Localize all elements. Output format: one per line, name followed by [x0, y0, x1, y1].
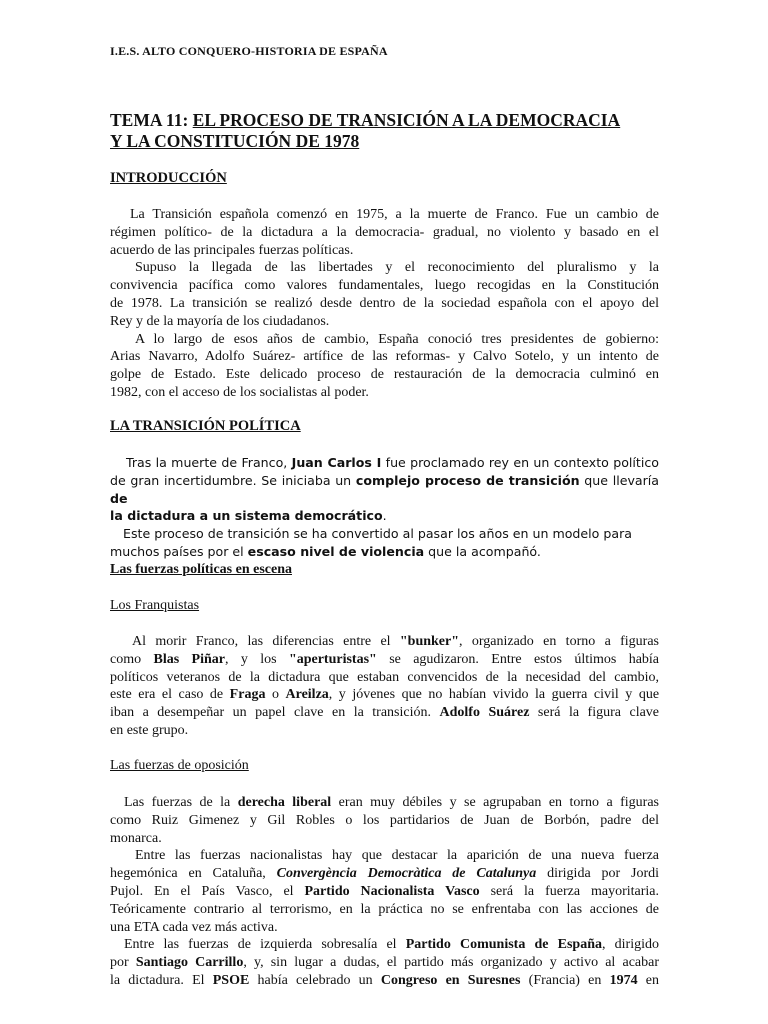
key-term: "bunker"	[399, 634, 460, 649]
intro-paragraph	[110, 206, 659, 402]
text-line: una ETA cada vez más activa.	[110, 919, 278, 935]
key-term: Congreso en Suresnes	[380, 972, 521, 988]
oposicion-heading: Las fuerzas de oposición	[110, 758, 249, 773]
text-line: Entre las fuerzas nacionalistas hay que destacar la aparición de una nueva fuerza	[135, 848, 659, 864]
text-line: Rey y de la mayoría de los ciudadanos.	[110, 313, 330, 329]
page-header: I.E.S. ALTO CONQUERO-HISTORIA DE ESPAÑA	[110, 44, 388, 58]
text-line: como Blas Piñar, y los "aperturistas" se agudizaron. Entre estos últimos había	[110, 651, 660, 667]
key-term: complejo proceso de transición	[355, 472, 580, 488]
key-term: 1974	[609, 972, 638, 988]
text-line: La Transición española comenzó en 1975, a la muerte de Franco. Fue un cambio de	[130, 207, 659, 222]
text-line: Este proceso de transición se ha convertido al pasar los años en un modelo para	[123, 526, 632, 542]
text-line: 1982, con el acceso de los socialistas al poder.	[110, 384, 369, 400]
text-line: Supuso la llegada de las libertades y el reconocimiento del pluralismo y la	[135, 260, 659, 276]
key-term: Adolfo Suárez	[439, 705, 530, 721]
key-term: la dictadura a un sistema democrático	[110, 508, 383, 524]
oposicion-paragraph	[110, 794, 659, 990]
title-prefix: TEMA 11:	[110, 110, 189, 130]
text-line: de 1978. La transición se realizó desde dentro de la sociedad española con el apoyo del	[110, 295, 659, 311]
title-line-2: Y LA CONSTITUCIÓN DE 1978	[110, 131, 360, 151]
key-term: Partido Nacionalista Vasco	[304, 883, 480, 899]
text-line: muchos países por el escaso nivel de violencia que la acompañó.	[110, 543, 541, 559]
text-line: este era el caso de Fraga o Areilza, y jóvenes que no habían vivido la guerra civil y que	[110, 687, 660, 703]
text-line: iban a desempeñar un papel clave en la transición. Adolfo Suárez será la figura clave	[110, 705, 660, 721]
text-line: como Ruiz Gimenez y Gil Robles o los partidarios de Juan de Borbón, padre del	[110, 812, 659, 828]
text-line: golpe de Estado. Este delicado proceso de restauración de la democracia culminó en	[110, 367, 659, 383]
key-term: Fraga	[229, 687, 266, 703]
text-line: Entre las fuerzas de izquierda sobresalía el Partido Comunista de España, dirigido	[124, 937, 659, 953]
text-line: Las fuerzas de la derecha liberal eran muy débiles y se agrupaban en torno a figuras	[124, 795, 659, 810]
text-line: la dictadura. El PSOE había celebrado un Congreso en Suresnes (Francia) en 1974 en	[110, 972, 660, 988]
text-line: A lo largo de esos años de cambio, España conoció tres presidentes de gobierno:	[135, 331, 659, 347]
transicion-heading: LA TRANSICIÓN POLÍTICA	[110, 418, 301, 434]
key-term: Blas Piñar	[153, 651, 225, 667]
text-line: por Santiago Carrillo, y, sin lugar a dudas, el partido más organizado y activo al acabar	[110, 955, 659, 971]
intro-heading: INTRODUCCIÓN	[110, 170, 227, 186]
key-term: escaso nivel de violencia	[247, 543, 425, 559]
key-term: Juan Carlos I	[291, 455, 382, 470]
text-line: Pujol. En el País Vasco, el Partido Nacionalista Vasco será la fuerza mayoritaria.	[110, 883, 660, 899]
text-line: de gran incertidumbre. Se iniciaba un complejo proceso de transición que llevaría de	[110, 472, 660, 506]
title-main-1: EL PROCESO DE TRANSICIÓN A LA DEMOCRACIA	[192, 110, 621, 130]
key-term: Santiago Carrillo	[135, 955, 244, 971]
text-line: convivencia pacífica como valores fundamentales, luego recogidas en la Constitución	[110, 278, 659, 294]
text-line: régimen político- de la dictadura a la democracia- gradual, no violento y basado en el	[110, 224, 659, 240]
key-term: Partido Comunista de España	[405, 937, 602, 953]
text-line: la dictadura a un sistema democrático.	[110, 508, 387, 524]
text-line: Tras la muerte de Franco, Juan Carlos I fue proclamado rey en un contexto político	[126, 455, 659, 470]
key-term: derecha liberal	[237, 795, 332, 810]
franquistas-heading: Los Franquistas	[110, 598, 200, 613]
key-term: PSOE	[212, 972, 250, 988]
text-line: acuerdo de las principales fuerzas políticas.	[110, 242, 354, 258]
key-term: Convergència Democràtica de Catalunya	[276, 866, 537, 882]
transicion-paragraph	[110, 454, 659, 561]
text-line: en este grupo.	[110, 722, 189, 738]
text-line: hegemónica en Cataluña, Convergència Democràtica de Catalunya dirigida por Jordi	[110, 866, 660, 882]
text-line: monarca.	[110, 830, 162, 846]
key-term: de	[110, 490, 128, 506]
text-line: Al morir Franco, las diferencias entre el "bunker", organizado en torno a figuras	[132, 634, 659, 649]
title-line-1	[110, 110, 662, 131]
text-line: Arias Navarro, Adolfo Suárez- artífice de las reformas- y Calvo Sotelo, y un intento de	[110, 349, 659, 365]
text-line: Teóricamente contrario al terrorismo, en la práctica no se enfrentaba con las acciones de	[110, 901, 659, 917]
fuerzas-heading: Las fuerzas políticas en escena	[110, 562, 292, 577]
text-line: políticos veteranos de la dictadura que estaban convencidos de la necesidad del cambio,	[110, 669, 659, 685]
franquistas-paragraph	[110, 633, 659, 740]
page-title	[110, 110, 662, 152]
key-term: "aperturistas"	[288, 651, 377, 667]
key-term: Areilza	[285, 687, 329, 703]
